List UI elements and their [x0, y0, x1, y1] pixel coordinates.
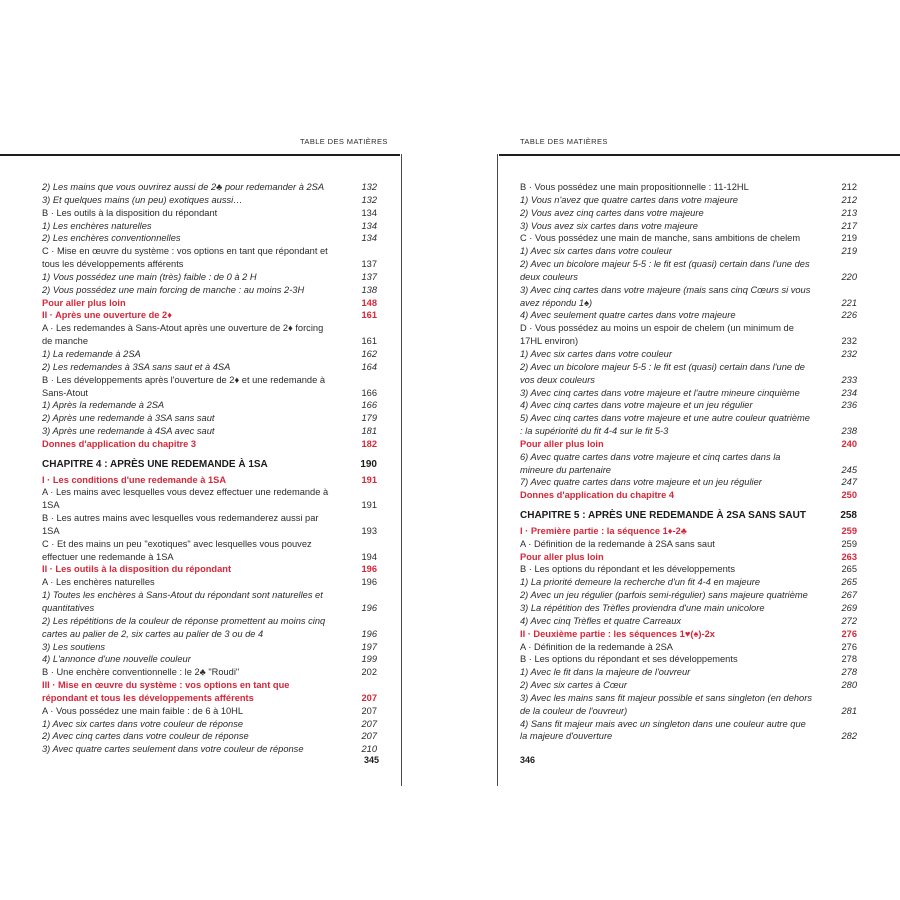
toc-entry-page: 232: [841, 336, 857, 347]
toc-entry-page: 134: [361, 220, 377, 231]
toc-entry-title: Pour aller plus loin: [520, 438, 604, 449]
toc-entry: [42, 718, 377, 731]
toc-entry-page: 166: [361, 400, 377, 411]
toc-entry-page: 280: [841, 680, 857, 691]
toc-entry: [520, 653, 857, 666]
toc-entry-page: 161: [361, 310, 377, 321]
toc-entry-title: 2) Après une redemande à 3SA sans saut: [42, 413, 215, 424]
toc-entry: [520, 679, 857, 692]
toc-entry: [42, 589, 377, 615]
toc-entry-page: 226: [841, 310, 857, 321]
toc-entry-title: 2) Les mains que vous ouvrirez aussi de 2♣ pour redemander à 2SA: [42, 182, 325, 192]
toc-entry: [42, 512, 377, 538]
toc-entry: [42, 220, 377, 233]
toc-entry-title: 1) Après la redemande à 2SA: [42, 400, 165, 411]
toc-entry-title: 1) Avec le fit dans la majeure de l'ouvreur: [520, 667, 691, 678]
toc-entry-title: B · Les outils à la disposition du répondant: [42, 207, 218, 218]
toc-entry: [520, 361, 857, 387]
right-page: [402, 0, 900, 900]
toc-entry-title: 2) Avec un jeu régulier (parfois semi-régulier) sans majeure quatrième: [520, 590, 808, 601]
toc-entry-title: 1) Avec six cartes dans votre couleur: [520, 348, 672, 359]
toc-entry-page: 132: [361, 194, 377, 205]
toc-entry-page: 196: [361, 577, 377, 588]
toc-entry-page: 272: [841, 615, 857, 626]
toc-entry: [42, 576, 377, 589]
toc-entry-page: 179: [361, 413, 377, 424]
toc-entry-page: 137: [361, 271, 377, 282]
toc-entry-page: 276: [841, 628, 857, 639]
toc-entry-page: 196: [361, 564, 377, 575]
toc-entry-title: II · Deuxième partie : les séquences 1♥(♠)-2x: [520, 628, 715, 639]
toc-entry-title: D · Vous possédez au moins un espoir de chelem (un minimum de 17HL environ): [520, 323, 794, 347]
toc-entry-page: 199: [361, 654, 377, 665]
toc-entry-title: I · Première partie : la séquence 1♦-2♣: [520, 525, 687, 536]
toc-entry-page: 202: [361, 667, 377, 678]
toc-entry: [42, 399, 377, 412]
toc-entry-title: C · Mise en œuvre du système : vos options en tant que répondant et tous les développements afférents: [42, 246, 328, 270]
toc-entry-page: 269: [841, 603, 857, 613]
toc-entry: [42, 538, 377, 564]
toc-entry-page: 281: [841, 705, 857, 716]
toc-entry-page: 263: [841, 551, 857, 562]
toc-entry-title: A · Définition de la redemande à 2SA: [520, 641, 673, 652]
toc-entry: [42, 705, 377, 718]
toc-entry-title: Donnes d'application du chapitre 4: [520, 490, 675, 501]
toc-entry-title: 2) Avec un bicolore majeur 5-5 : le fit est (quasi) certain dans l'une des deux couleurs: [520, 259, 810, 282]
toc-entry-page: 282: [841, 731, 857, 742]
page-number: 345: [364, 755, 380, 765]
toc-entry: [520, 692, 857, 718]
toc-entry: [42, 194, 377, 207]
toc-entry-page: 191: [361, 500, 377, 511]
section-heading: [42, 297, 377, 310]
toc-entry: [520, 232, 857, 245]
toc-entry-page: 191: [361, 474, 377, 485]
toc-entry-title: III · Mise en œuvre du système : vos options en tant que répondant et tous les développements afférents: [42, 680, 290, 703]
toc-entry-page: 259: [841, 538, 857, 549]
toc-entry-title: 6) Avec quatre cartes dans votre majeure et cinq cartes dans la mineure du partenaire: [520, 451, 781, 475]
toc-entry: [520, 399, 857, 412]
toc-entry: [42, 615, 377, 641]
toc-entry-title: 1) La redemande à 2SA: [42, 348, 141, 359]
toc-entry-page: 240: [841, 438, 857, 449]
toc-entry-page: 219: [841, 233, 857, 244]
section-heading: [42, 438, 377, 451]
toc-entry-title: B · Vous possédez une main propositionnelle : 11-12HL: [520, 182, 749, 192]
toc-entry-title: A · Les mains avec lesquelles vous devez effectuer une redemande à 1SA: [42, 487, 329, 511]
toc-entry-title: Pour aller plus loin: [520, 551, 604, 562]
toc-entry-page: 278: [841, 667, 857, 678]
toc-entry: [42, 412, 377, 425]
toc-entry: [520, 451, 857, 477]
toc-entry: [520, 245, 857, 258]
toc-entry-title: 4) L'annonce d'une nouvelle couleur: [42, 654, 191, 665]
running-head: TABLE DES MATIÈRES: [520, 137, 608, 146]
toc-entry-page: 221: [841, 297, 857, 308]
toc-entry: [520, 309, 857, 322]
toc-entry-page: 219: [841, 246, 857, 257]
toc-entry-page: 234: [841, 387, 857, 398]
toc-entry-page: 161: [361, 336, 377, 347]
toc-entry: [520, 207, 857, 220]
toc-entry: [520, 589, 857, 602]
toc-entry-title: CHAPITRE 5 : APRÈS UNE REDEMANDE À 2SA SANS SAUT: [520, 510, 806, 522]
toc-entry-page: 238: [841, 426, 857, 437]
toc-entry: [42, 284, 377, 297]
section-heading: [42, 474, 377, 487]
toc-entry: [520, 602, 857, 615]
section-heading: [520, 551, 857, 564]
toc-entry-title: 3) Avec quatre cartes seulement dans votre couleur de réponse: [42, 744, 304, 755]
toc-entry: [42, 743, 377, 756]
toc-entry-title: II · Les outils à la disposition du répondant: [42, 564, 232, 575]
toc-entry: [42, 666, 377, 679]
toc-entry-page: 265: [841, 564, 857, 575]
toc-entry-page: 166: [361, 387, 377, 398]
toc-entry-title: II · Après une ouverture de 2♦: [42, 310, 172, 321]
toc-entry: [42, 730, 377, 743]
toc-entry: [42, 641, 377, 654]
toc-entry: [520, 194, 857, 207]
toc-entry-page: 207: [361, 718, 377, 729]
toc-entry-title: I · Les conditions d'une redemande à 1SA: [42, 474, 227, 485]
toc-entry-title: B · Les options du répondant et ses développements: [520, 654, 738, 665]
toc-entry: [42, 322, 377, 348]
toc-entry-title: 3) La répétition des Trèfles proviendra d'une main unicolore: [520, 603, 765, 613]
toc-entry-title: A · Définition de la redemande à 2SA sans saut: [520, 538, 715, 549]
toc-entry: [520, 387, 857, 400]
toc-entry: [520, 322, 857, 348]
toc-entry-page: 194: [361, 551, 377, 562]
toc-entry-title: A · Les redemandes à Sans-Atout après une ouverture de 2♦ forcing de manche: [42, 323, 324, 347]
toc-entry-page: 196: [361, 603, 377, 613]
toc-entry-title: 4) Avec seulement quatre cartes dans votre majeure: [520, 310, 736, 321]
section-heading: [520, 438, 857, 451]
toc-entry-title: 3) Vous avez six cartes dans votre majeure: [520, 220, 698, 231]
toc-entry-title: 3) Après une redemande à 4SA avec saut: [42, 426, 215, 437]
left-page: [0, 0, 402, 900]
toc-entry-title: 2) Les enchères conventionnelles: [42, 233, 181, 244]
toc-entry-page: 213: [841, 207, 857, 218]
toc-entry-title: 1) Vous possédez une main (très) faible : de 0 à 2 H: [42, 271, 257, 282]
toc-entry-title: A · Vous possédez une main faible : de 6 à 10HL: [42, 705, 244, 716]
toc-entry-page: 278: [841, 654, 857, 665]
toc-entry-page: 236: [841, 400, 857, 411]
toc-entry-page: 132: [361, 182, 377, 192]
toc-entry-title: 2) Avec un bicolore majeur 5-5 : le fit est (quasi) certain dans l'une de vos deux couleurs: [520, 361, 805, 385]
toc-entry: [520, 348, 857, 361]
toc-entry: [42, 245, 377, 271]
toc-entry-page: 162: [361, 348, 377, 359]
toc-entry-title: 2) Avec cinq cartes dans votre couleur de réponse: [42, 731, 249, 742]
toc-entry-title: 2) Les redemandes à 3SA sans saut et à 4SA: [42, 361, 231, 372]
top-rule: [0, 154, 400, 156]
toc-entry-page: 210: [361, 744, 377, 755]
toc-entry-title: B · Les autres mains avec lesquelles vous redemanderez aussi par 1SA: [42, 513, 319, 536]
toc-entry-title: 2) Vous possédez une main forcing de manche : au moins 2-3H: [42, 284, 305, 295]
toc-entry-title: C · Vous possédez une main de manche, sans ambitions de chelem: [520, 233, 801, 244]
toc-entry: [520, 220, 857, 233]
toc-entry-page: 233: [841, 374, 857, 385]
toc-entry-title: 1) Avec six cartes dans votre couleur de réponse: [42, 718, 244, 729]
toc-entry: [520, 284, 857, 310]
toc-entry-page: 259: [841, 525, 857, 536]
toc-entry-title: A · Les enchères naturelles: [42, 577, 155, 588]
toc-entry: [42, 486, 377, 512]
toc-entry-page: 181: [361, 426, 377, 437]
toc-entry-title: 4) Sans fit majeur mais avec un singleton dans une couleur autre que la majeure d'ouverture: [520, 718, 806, 742]
toc-entry: [42, 271, 377, 284]
toc-list: [42, 181, 377, 756]
chapter-heading: [42, 459, 377, 472]
section-heading: [42, 309, 377, 322]
toc-entry-page: 212: [841, 182, 857, 192]
toc-entry: [42, 653, 377, 666]
toc-entry-page: 182: [361, 438, 377, 449]
running-head: TABLE DES MATIÈRES: [300, 137, 388, 146]
toc-entry: [42, 425, 377, 438]
toc-entry-page: 276: [841, 641, 857, 652]
top-rule: [499, 154, 900, 156]
toc-entry-page: 258: [840, 510, 857, 522]
toc-entry: [520, 412, 857, 438]
toc-entry-title: 4) Avec cinq Trèfles et quatre Carreaux: [520, 615, 682, 626]
toc-entry-title: 3) Avec les mains sans fit majeur possible et sans singleton (en dehors de la couleur de l'ouvreur): [520, 692, 812, 716]
toc-entry: [520, 576, 857, 589]
toc-entry-page: 196: [361, 628, 377, 639]
toc-entry-title: CHAPITRE 4 : APRÈS UNE REDEMANDE À 1SA: [42, 458, 268, 470]
toc-entry: [520, 666, 857, 679]
toc-entry-title: B · Les développements après l'ouverture de 2♦ et une redemande à Sans-Atout: [42, 374, 326, 398]
toc-entry: [520, 476, 857, 489]
toc-entry-title: 3) Avec cinq cartes dans votre majeure (mais sans cinq Cœurs si vous avez répondu 1♠): [520, 284, 811, 308]
toc-entry-page: 134: [361, 207, 377, 218]
toc-entry-title: 1) Toutes les enchères à Sans-Atout du répondant sont naturelles et quantitatives: [42, 590, 323, 613]
toc-entry-title: 2) Vous avez cinq cartes dans votre majeure: [520, 207, 704, 218]
toc-entry-page: 207: [361, 731, 377, 742]
toc-entry-title: B · Une enchère conventionnelle : le 2♣ "Roudi": [42, 667, 240, 678]
toc-entry-title: 4) Avec cinq cartes dans votre majeure et un jeu régulier: [520, 400, 753, 411]
toc-entry-page: 207: [361, 705, 377, 716]
section-heading: [520, 628, 857, 641]
toc-entry: [520, 181, 857, 194]
section-heading: [42, 679, 377, 705]
toc-entry-page: 267: [841, 590, 857, 601]
toc-entry: [42, 207, 377, 220]
toc-entry-title: Donnes d'application du chapitre 3: [42, 438, 197, 449]
section-heading: [520, 489, 857, 502]
toc-entry-page: 232: [841, 348, 857, 359]
chapter-heading: [520, 510, 857, 523]
toc-entry-page: 138: [361, 284, 377, 295]
toc-entry-page: 134: [361, 233, 377, 244]
toc-entry-title: 2) Les répétitions de la couleur de réponse promettent au moins cinq cartes au palier de 2, six cartes au palier de 3 ou de 4: [42, 615, 326, 639]
toc-entry: [520, 563, 857, 576]
toc-entry-page: 247: [841, 477, 857, 488]
toc-entry-page: 250: [841, 490, 857, 501]
toc-entry-page: 217: [841, 220, 857, 231]
page-number: 346: [520, 755, 536, 765]
toc-entry-page: 245: [841, 464, 857, 475]
toc-entry: [520, 718, 857, 744]
toc-entry-title: 3) Les soutiens: [42, 641, 106, 652]
toc-entry-title: 3) Avec cinq cartes dans votre majeure et l'autre mineure cinquième: [520, 387, 800, 398]
toc-entry-page: 220: [841, 271, 857, 282]
toc-entry: [42, 361, 377, 374]
toc-list: [520, 181, 857, 743]
toc-entry-page: 193: [361, 525, 377, 536]
toc-entry-page: 197: [361, 641, 377, 652]
toc-entry-page: 190: [360, 458, 377, 470]
toc-entry-title: 1) Les enchères naturelles: [42, 220, 152, 231]
toc-entry: [42, 181, 377, 194]
toc-entry: [42, 232, 377, 245]
toc-entry: [520, 641, 857, 654]
toc-entry-title: Pour aller plus loin: [42, 297, 126, 308]
toc-entry-title: 3) Et quelques mains (un peu) exotiques aussi…: [42, 194, 243, 205]
toc-entry-title: 2) Avec six cartes à Cœur: [520, 680, 627, 691]
toc-entry-page: 137: [361, 259, 377, 270]
toc-entry-page: 265: [841, 577, 857, 588]
toc-entry-title: 5) Avec cinq cartes dans votre majeure et une autre couleur quatrième : la supériorité du fit 4-4 sur le fit 5-3: [520, 413, 810, 437]
toc-entry: [42, 374, 377, 400]
toc-entry: [520, 615, 857, 628]
toc-entry-title: C · Et des mains un peu "exotiques" avec lesquelles vous pouvez effectuer une redemande à 1SA: [42, 538, 312, 562]
toc-entry-page: 164: [361, 361, 377, 372]
toc-entry: [520, 258, 857, 284]
section-heading: [520, 525, 857, 538]
toc-entry-title: 1) Avec six cartes dans votre couleur: [520, 246, 672, 257]
gutter-line: [497, 154, 498, 786]
toc-entry-title: 7) Avec quatre cartes dans votre majeure et un jeu régulier: [520, 477, 762, 488]
section-heading: [42, 563, 377, 576]
toc-entry: [520, 538, 857, 551]
toc-entry-title: B · Les options du répondant et les développements: [520, 564, 736, 575]
toc-entry-title: 1) La priorité demeure la recherche d'un fit 4-4 en majeure: [520, 577, 761, 588]
toc-entry: [42, 348, 377, 361]
toc-entry-page: 148: [361, 297, 377, 308]
toc-entry-page: 212: [841, 194, 857, 205]
toc-entry-title: 1) Vous n'avez que quatre cartes dans votre majeure: [520, 194, 738, 205]
toc-entry-page: 207: [361, 692, 377, 703]
